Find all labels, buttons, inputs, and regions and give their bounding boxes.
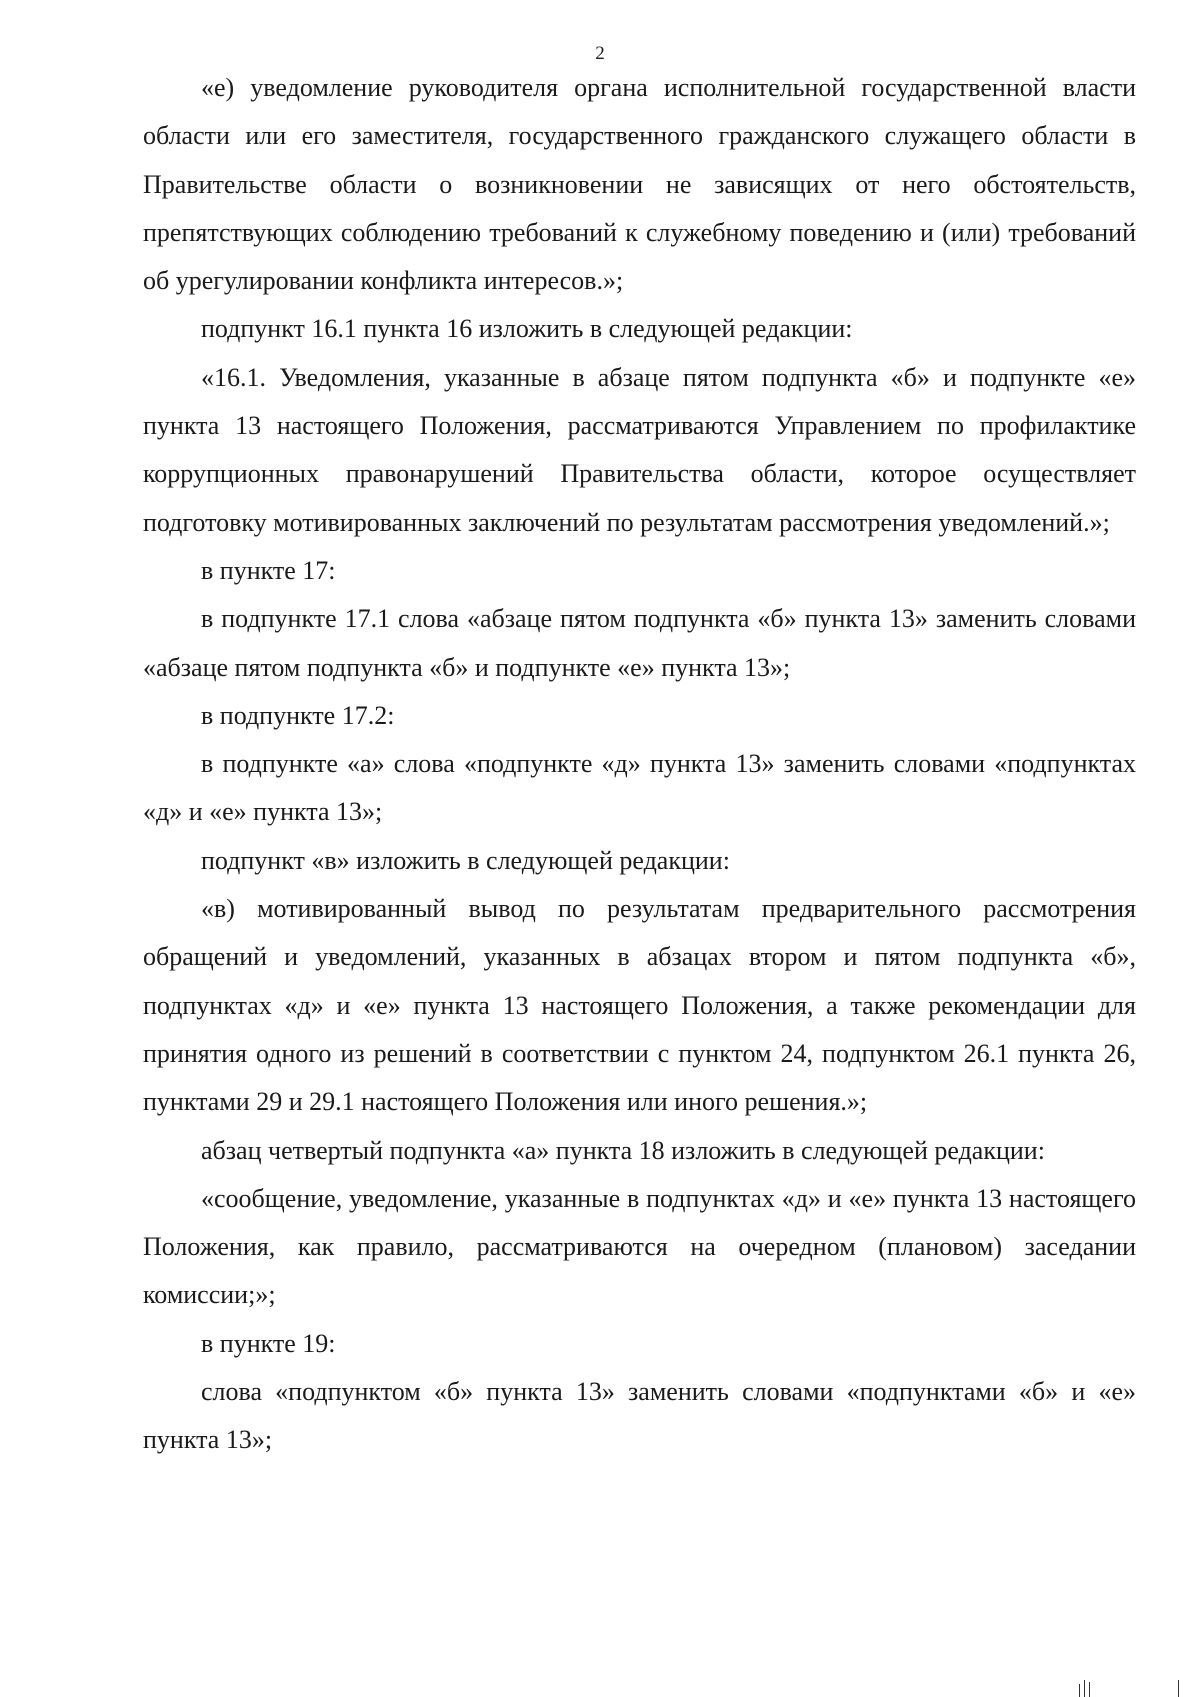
paragraph-17-2-v-text: «в) мотивированный вывод по результатам предварительного рассмотрения обращений и уведомлений, указанных в абзацах втором и пятом подпункта «б», подпунктах «д» и «е» пункта 13 настоящего Положения, а также рекомендации для принятия одного из решений в соответствии с пунктом 24, подпунктом 26.1 пункта 26, пунктами 29 и 29.1 настоящего Положения или иного решения.»;: [143, 894, 1136, 1117]
paragraph-18-text: «сообщение, уведомление, указанные в подпунктах «д» и «е» пункта 13 настоящего Положения, как правило, рассматриваются на очередном (плановом) заседании комиссии;»;: [143, 1183, 1136, 1310]
paragraph-16-1-instruction: подпункт 16.1 пункта 16 изложить в следующей редакции:: [201, 314, 853, 344]
paragraph-19-text: слова «подпунктом «б» пункта 13» заменить словами «подпунктами «б» и «е» пункта 13»;: [143, 1377, 1136, 1455]
scan-artifact: [1079, 1684, 1080, 1697]
scan-artifact: [1178, 1680, 1179, 1697]
paragraph-e-notification: «е) уведомление руководителя органа исполнительной государственной власти области или его заместителя, государственного гражданского служащего области в Правительстве области о возникновении не зависящих от него обстоятельств, препятствующих соблюдению требований к служебному поведению и (или) требований об урегулировании конфликта интересов.»;: [143, 73, 1136, 296]
paragraph-item-19: в пункте 19:: [201, 1328, 336, 1358]
scan-artifact: [1089, 1682, 1090, 1697]
scan-artifact: [1084, 1680, 1085, 1697]
paragraph-17-1: в подпункте 17.1 слова «абзаце пятом подпункта «б» пункта 13» заменить словами «абзаце пятом подпункта «б» и подпункте «е» пункта 13»;: [143, 604, 1136, 682]
paragraph-item-17: в пункте 17:: [201, 555, 336, 585]
paragraph-16-1-text: «16.1. Уведомления, указанные в абзаце пятом подпункта «б» и подпункте «е» пункта 13 настоящего Положения, рассматриваются Управлением по профилактике коррупционных правонарушений Правительства области, которое осуществляет подготовку мотивированных заключений по результатам рассмотрения уведомлений.»;: [143, 362, 1136, 537]
paragraph-17-2-a: в подпункте «а» слова «подпункте «д» пункта 13» заменить словами «подпунктах «д» и «е» пункта 13»;: [143, 749, 1136, 827]
paragraph-17-2: в подпункте 17.2:: [201, 700, 395, 730]
paragraph-18-instruction: абзац четвертый подпункта «а» пункта 18 изложить в следующей редакции:: [201, 1135, 1045, 1165]
document-body: [143, 64, 1136, 1465]
page-number: 2: [595, 43, 605, 64]
paragraph-17-2-v-instruction: подпункт «в» изложить в следующей редакции:: [201, 845, 730, 875]
